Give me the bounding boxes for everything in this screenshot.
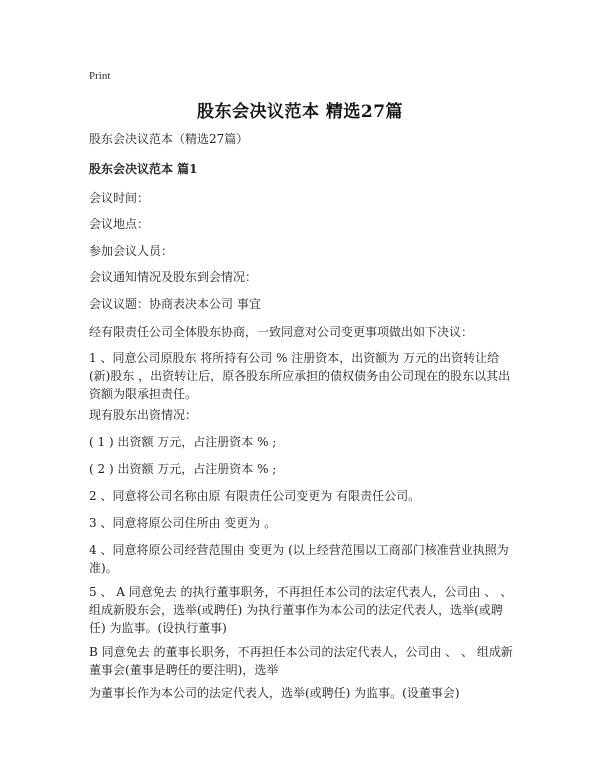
document-subtitle: 股东会决议范本（精选27篇）: [89, 132, 249, 146]
meeting-time: 会议时间：: [89, 191, 150, 205]
intro-paragraph: 经有限责任公司全体股东协商，一致同意对公司变更事项做出如下决议：: [89, 325, 474, 339]
item-5b: B 同意免去 的董事长职务，不再担任本公司的法定代表人，公司由 、 、 组成新董事会(董事是聘任的要注明)，选举: [89, 645, 513, 677]
item-5b-continued: 为董事长作为本公司的法定代表人，选举(或聘任) 为监事。(设董事会): [89, 686, 460, 700]
section-heading: 股东会决议范本 篇1: [89, 162, 198, 176]
item-4: 4 、同意将原公司经营范围由 变更为 (以上经营范围以工商部门核准营业执照为准)。: [89, 543, 509, 575]
item-5a: 5 、 A 同意免去 的执行董事职务，不再担任本公司的法定代表人，公司由 、 、 组成新股东会，选举(或聘任) 为执行董事作为本公司的法定代表人，选举(或聘任) 为监事。(设执行董事): [89, 585, 517, 635]
attendees: 参加会议人员：: [89, 244, 174, 258]
meeting-place: 会议地点：: [89, 217, 150, 231]
item-3: 3 、同意将原公司住所由 变更为 。: [89, 516, 277, 530]
capital-heading: 现有股东出资情况：: [89, 408, 198, 422]
print-label[interactable]: Print: [89, 70, 111, 82]
meeting-topic: 会议议题：协商表决本公司 事宜: [89, 297, 261, 311]
document-title: 股东会决议范本 精选27篇: [196, 102, 404, 122]
item-1: 1 、同意公司原股东 将所持有公司 % 注册资本，出资额为 万元的出资转让给(新)股东 ，出资转让后，原各股东所应承担的债权债务由公司现在的股东以其出资额为限承担责任。: [89, 351, 511, 401]
capital-entry-1: ( 1 ) 出资额 万元，占注册资本 % ;: [89, 435, 277, 449]
notice: 会议通知情况及股东到会情况：: [89, 270, 258, 284]
capital-entry-2: ( 2 ) 出资额 万元，占注册资本 % ;: [89, 462, 277, 476]
item-2: 2 、同意将公司名称由原 有限责任公司变更为 有限责任公司。: [89, 489, 421, 503]
